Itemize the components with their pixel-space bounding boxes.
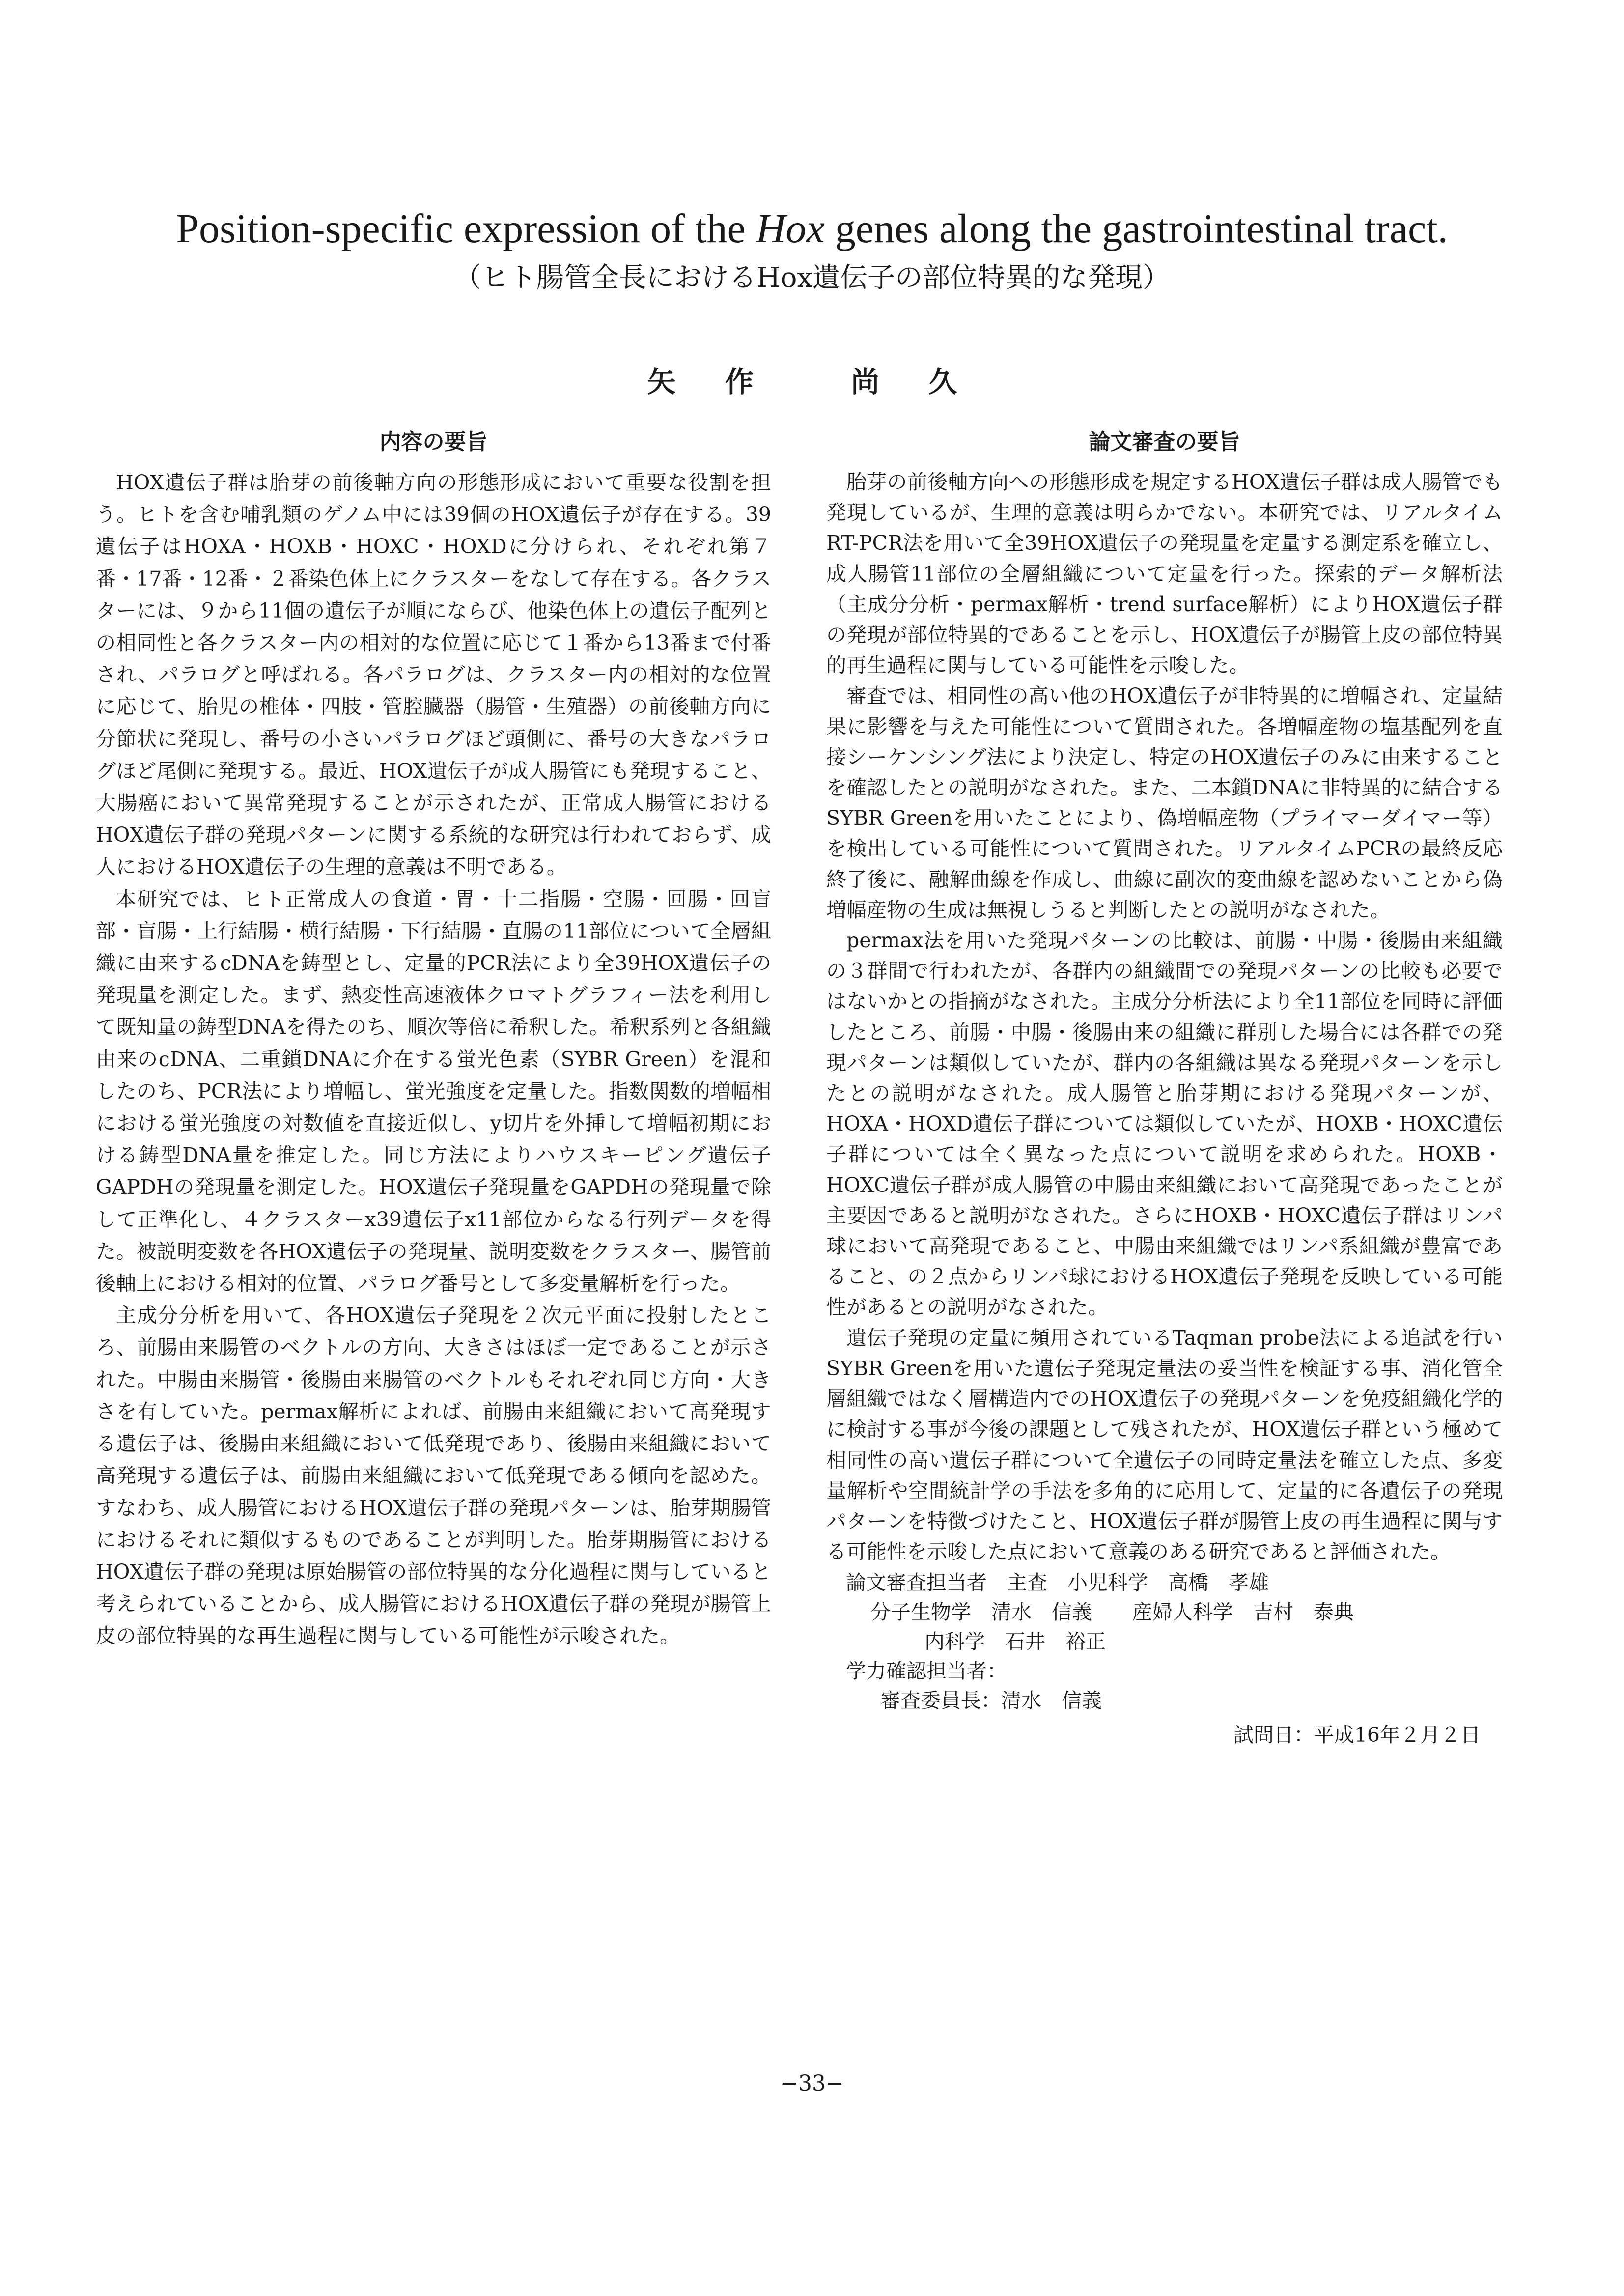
committee-line: 論文審査担当者 主査 小児科学 高橋 孝雄 [846,1571,1269,1595]
paper-title: Position-specific expression of the Hox genes along the gastrointestinal tract. [176,206,1448,252]
review-column [826,427,1503,1750]
review-paragraph: 審査では、相同性の高い他のHOX遺伝子が非特異的に増幅され、定量結果に影響を与えた可能性について質問された。各増幅産物の塩基配列を直接シーケンシング法により決定し、特定のHOX遺伝子のみに由来することを確認したとの説明がなされた。また、二本鎖DNAに非特異的に結合するSYBR Greenを用いたことにより、偽増幅産物（プライマーダイマー等）を検出している可能性について質問された。リアルタイムPCRの最終反応終了後に、融解曲線を作成し、曲線に副次的変曲線を認めないことから偽増幅産物の生成は無視しうると判断したとの説明がなされた。 [826,684,1503,922]
summary-paragraph: 本研究では、ヒト正常成人の食道・胃・十二指腸・空腸・回腸・回盲部・盲腸・上行結腸・横行結腸・下行結腸・直腸の11部位について全層組織に由来するcDNAを鋳型とし、定量的PCR法により全39HOX遺伝子の発現量を測定した。まず、熱変性高速液体クロマトグラフィー法を利用して既知量の鋳型DNAを得たのち、順次等倍に希釈した。希釈系列と各組織由来のcDNA、二重鎖DNAに介在する蛍光色素（SYBR Green）を混和したのち、PCR法により増幅し、蛍光強度を定量した。指数関数的増幅相における蛍光強度の対数値を直接近似し、y切片を外挿して増幅初期における鋳型DNA量を推定した。同じ方法によりハウスキーピング遺伝子GAPDHの発現量を測定した。HOX遺伝子発現量をGAPDHの発現量で除して正準化し、４クラスターx39遺伝子x11部位からなる行列データを得た。被説明変数を各HOX遺伝子の発現量、説明変数をクラスター、腸管前後軸上における相対的位置、パラログ番号として多変量解析を行った。 [96,887,771,1296]
summary-heading: 内容の要旨 [379,429,488,454]
summary-paragraph: HOX遺伝子群は胎芽の前後軸方向の形態形成において重要な役割を担う。ヒトを含む哺乳類のゲノム中には39個のHOX遺伝子が存在する。39遺伝子はHOXA・HOXB・HOXC・HOXDに分けられ、それぞれ第７番・17番・12番・２番染色体上にクラスターをなして存在する。各クラスターには、９から11個の遺伝子が順にならび、他染色体上の遺伝子配列との相同性と各クラスター内の相対的な位置に応じて１番から13番まで付番され、パラログと呼ばれる。各パラログは、クラスター内の相対的な位置に応じて、胎児の椎体・四肢・管腔臓器（腸管・生殖器）の前後軸方向に分節状に発現し、番号の小さいパラログほど頭側に、番号の大きなパラログほど尾側に発現する。最近、HOX遺伝子が成人腸管にも発現すること、大腸癌において異常発現することが示されたが、正常成人腸管におけるHOX遺伝子群の発現パターンに関する系統的な研究は行われておらず、成人におけるHOX遺伝子の生理的意義は不明である。 [96,471,771,879]
author-name: 矢 作 尚 久 [647,365,977,398]
review-heading: 論文審査の要旨 [1089,429,1240,454]
review-paragraph: permax法を用いた発現パターンの比較は、前腸・中腸・後腸由来組織の３群間で行われたが、各群内の組織間での発現パターンの比較も必要ではないかとの指摘がなされた。主成分分析法により全11部位を同時に評価したところ、前腸・中腸・後腸由来の組織に群別した場合には各群での発現パターンは類似していたが、群内の各組織は異なる発現パターンを示したとの説明がなされた。成人腸管と胎芽期における発現パターンが、HOXA・HOXD遺伝子群については類似していたが、HOXB・HOXC遺伝子群については全く異なった点について説明を求められた。HOXB・HOXC遺伝子群が成人腸管の中腸由来組織において高発現であったことが主要因であると説明がなされた。さらにHOXB・HOXC遺伝子群はリンパ球において高発現であること、中腸由来組織ではリンパ系組織が豊富であること、の２点からリンパ球におけるHOX遺伝子発現を反映している可能性があるとの説明がなされた。 [826,929,1503,1319]
review-paragraph: 胎芽の前後軸方向への形態形成を規定するHOX遺伝子群は成人腸管でも発現しているが、生理的意義は明らかでない。本研究では、リアルタイムRT-PCR法を用いて全39HOX遺伝子の発現量を定量する測定系を確立し、成人腸管11部位の全層組織について定量を行った。探索的データ解析法（主成分分析・permax解析・trend surface解析）によりHOX遺伝子群の発現が部位特異的であることを示し、HOX遺伝子が腸管上皮の部位特異的再生過程に関与している可能性を示唆した。 [826,470,1503,678]
committee-line: 内科学 石井 裕正 [924,1630,1106,1654]
summary-paragraph: 主成分分析を用いて、各HOX遺伝子発現を２次元平面に投射したところ、前腸由来腸管のベクトルの方向、大きさはほぼ一定であることが示された。中腸由来腸管・後腸由来腸管のベクトルもそれぞれ同じ方向・大きさを有していた。permax解析によれば、前腸由来組織において高発現する遺伝子は、後腸由来組織において低発現であり、後腸由来組織において高発現する遺伝子は、前腸由来組織において低発現である傾向を認めた。すなわち、成人腸管におけるHOX遺伝子群の発現パターンは、胎芽期腸管におけるそれに類似するものであることが判明した。胎芽期腸管におけるHOX遺伝子群の発現は原始腸管の部位特異的な分化過程に関与していると考えられていることから、成人腸管におけるHOX遺伝子群の発現が腸管上皮の部位特異的な再生過程に関与している可能性が示唆された。 [96,1304,771,1648]
committee-line: 学力確認担当者： [846,1659,1007,1683]
review-paragraph: 遺伝子発現の定量に頻用されているTaqman probe法による追試を行いSYBR Greenを用いた遺伝子発現定量法の妥当性を検証する事、消化管全層組織ではなく層構造内でのHOX遺伝子の発現パターンを免疫組織化学的に検討する事が今後の課題として残されたが、HOX遺伝子群という極めて相同性の高い遺伝子群について全遺伝子の同時定量法を確立した点、多変量解析や空間統計学の手法を多角的に応用して、定量的に各遺伝子の発現パターンを特徴づけたこと、HOX遺伝子群が腸管上皮の再生過程に関与する可能性を示唆した点において意義のある研究であると評価された。 [826,1326,1503,1564]
committee-line: 分子生物学 清水 信義 産婦人科学 吉村 泰典 [870,1600,1354,1624]
review-committee [826,1568,1503,1750]
page-number: −33− [780,2071,844,2096]
summary-column [96,427,771,1652]
committee-line: 審査委員長：清水 信義 [880,1689,1102,1713]
review-body [826,467,1503,1567]
paper-subtitle: （ヒト腸管全長におけるHox遺伝子の部位特異的な発現） [453,262,1171,294]
summary-body [96,467,771,1652]
exam-date: 試問日：平成16年２月２日 [1233,1723,1481,1747]
